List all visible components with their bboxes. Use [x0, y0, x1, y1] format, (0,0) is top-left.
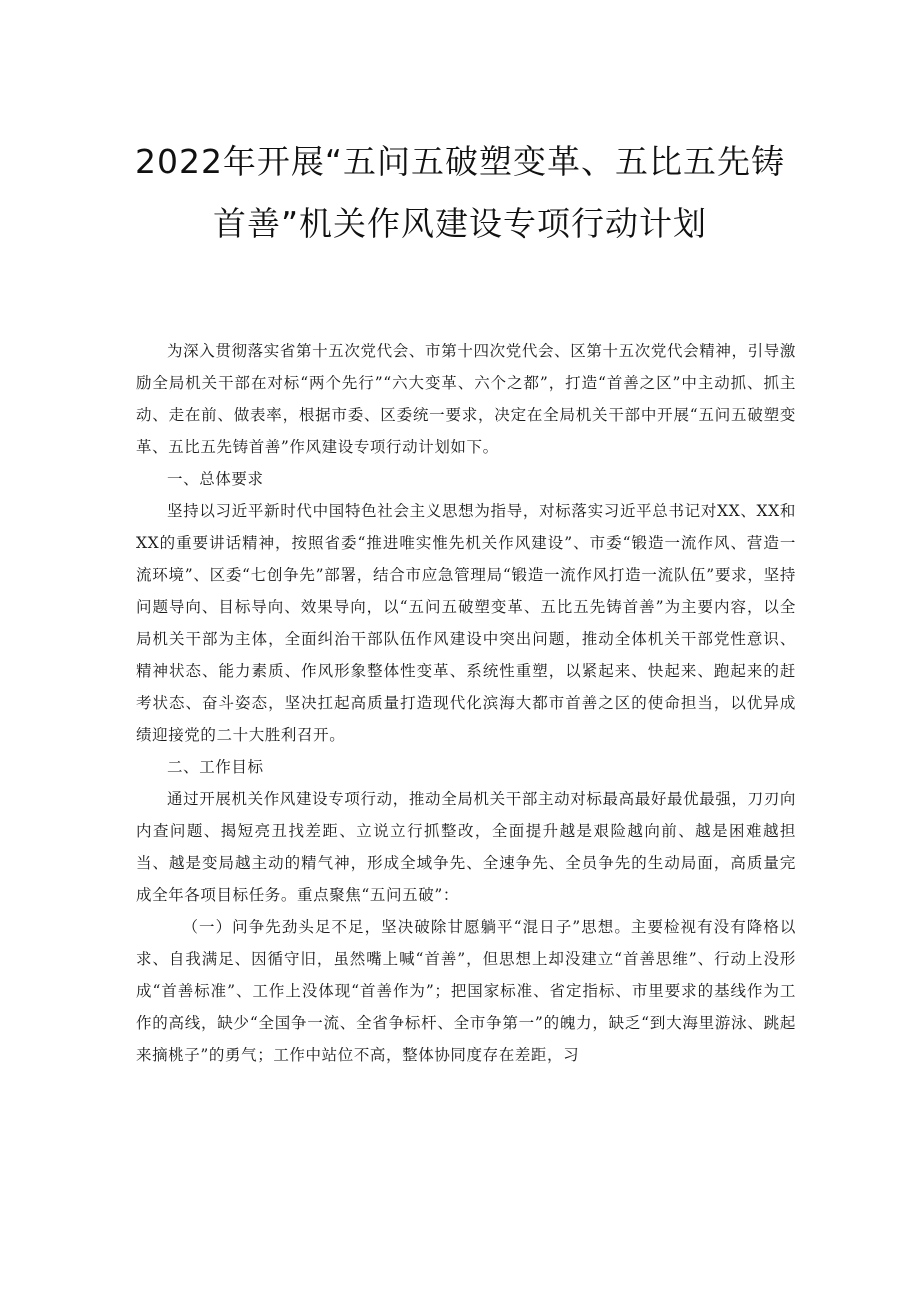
document-title-line-2: 首善”机关作风建设专项行动计划 — [212, 204, 708, 243]
general-requirements-paragraph: 坚持以习近平新时代中国特色社会主义思想为指导，对标落实习近平总书记对XX、XX和XX的重要讲话精神，按照省委“推进唯实惟先机关作风建设”、市委“锻造一流作风、营造一流环境”、区委“七创争先”部署，结合市应急管理局“锻造一流作风打造一流队伍”要求，坚持问题导向、目标导向、效果导向，以“五问五破塑变革、五比五先铸首善”为主要内容，以全局机关干部为主体，全面纠治干部队伍作风建设中突出问题，推动全体机关干部党性意识、精神状态、能力素质、作风形象整体性变革、系统性重塑，以紧起来、快起来、跑起来的赶考状态、奋斗姿态，坚决扛起高质量打造现代化滨海大都市首善之区的使命担当，以优异成绩迎接党的二十大胜利召开。 — [136, 502, 796, 744]
section-heading-work-goals: 二、工作目标 — [167, 758, 264, 776]
subsection-paragraph-1: （一）问争先劲头足不足，坚决破除甘愿躺平“混日子”思想。主要检视有没有降格以求、自我满足、因循守旧，虽然嘴上喊“首善”，但思想上却没建立“首善思维”、行动上没形成“首善标准”、工作上没体现“首善作为”；把国家标准、省定指标、市里要求的基线作为工作的高线，缺少“全国争一流、全省争标杆、全市争第一”的魄力，缺乏“到大海里游泳、跳起来摘桃子”的勇气；工作中站位不高，整体协同度存在差距，习 — [136, 918, 796, 1064]
intro-paragraph: 为深入贯彻落实省第十五次党代会、市第十四次党代会、区第十五次党代会精神，引导激励全局机关干部在对标“两个先行”“六大变革、六个之都”，打造“首善之区”中主动抓、抓主动、走在前、做表率，根据市委、区委统一要求，决定在全局机关干部中开展“五问五破塑变革、五比五先铸首善”作风建设专项行动计划如下。 — [136, 342, 796, 456]
document-body — [136, 335, 796, 1071]
document-title-line-1: 2022年开展“五问五破塑变革、五比五先铸 — [134, 142, 786, 181]
work-goals-paragraph: 通过开展机关作风建设专项行动，推动全局机关干部主动对标最高最好最优最强，刀刃向内查问题、揭短亮丑找差距、立说立行抓整改，全面提升越是艰险越向前、越是困难越担当、越是变局越主动的精气神，形成全域争先、全速争先、全员争先的生动局面，高质量完成全年各项目标任务。重点聚焦“五问五破”： — [136, 790, 796, 904]
section-heading-general-requirements: 一、总体要求 — [167, 470, 264, 488]
